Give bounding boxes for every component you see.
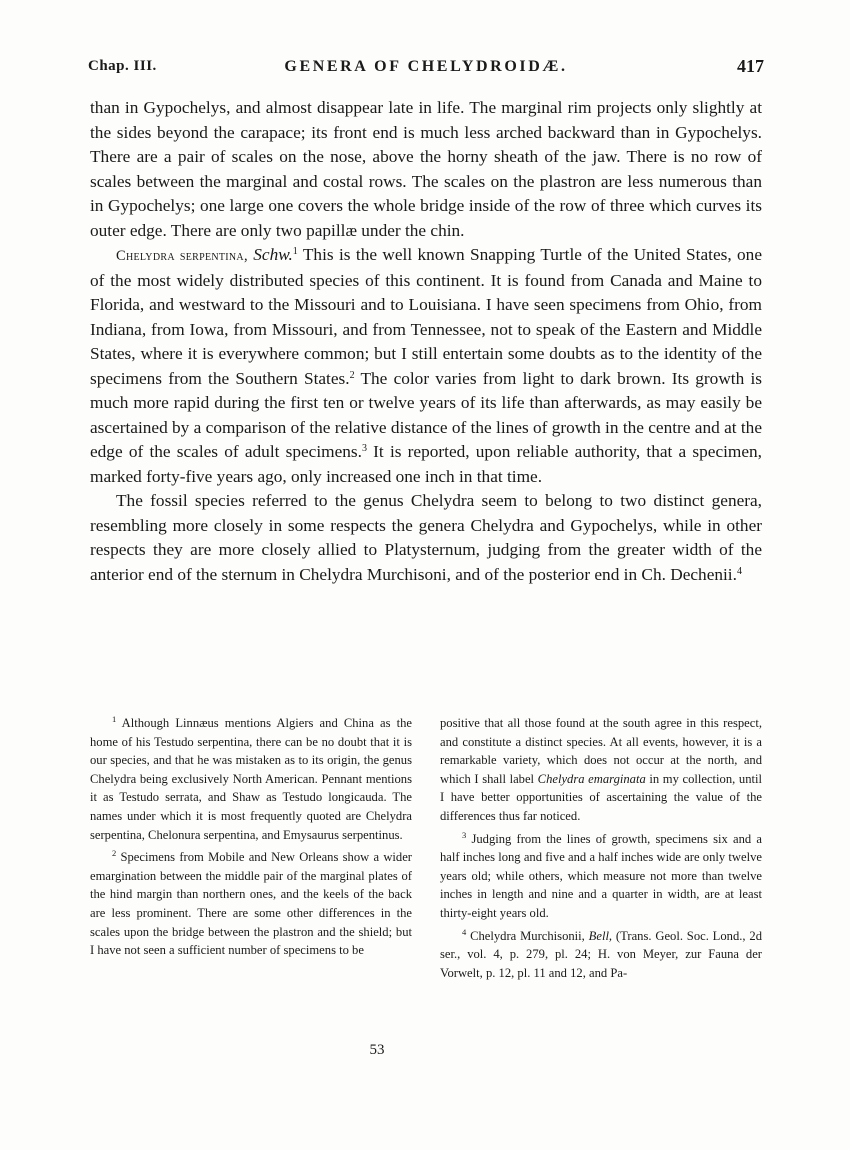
footnote-4 — [440, 927, 762, 983]
footnote-3 — [440, 830, 762, 923]
running-header — [88, 58, 764, 80]
footnote-4-text-a: Chelydra Murchisonii, — [466, 928, 589, 943]
footnote-3-mark: 3 — [462, 829, 467, 840]
footnotes-right-column — [440, 714, 762, 986]
footnote-3-text: Judging from the lines of growth, specimens six and a half inches long and five and a half inches wide are only twelve years old; while others, which measure not more than twelve inches in length and nine and a quarter in width, are at least thirty-eight years old. — [440, 831, 762, 920]
footnote-2-cont-italic: Chelydra emarginata — [537, 771, 646, 786]
footnote-1-mark: 1 — [112, 714, 117, 724]
footnote-2-cont-text-a: positive that all those found at the south agree in this respect, and constitute a distinct species. At all events, however, it is a remarkable variety, which does not occur at the north, and which I shall label — [440, 716, 762, 786]
paragraph-2-text-b: The color varies from light to dark brown. Its growth is much more rapid during the first ten or twelve years of its life than afterwards, as may easily be ascertained by a comparison of the relative distance of the lines of growth in the centre and at the edge of the scales of adult specimens. — [90, 368, 762, 461]
paragraph-2 — [90, 243, 762, 489]
page-number: 417 — [737, 56, 764, 76]
footnote-2-text: Specimens from Mobile and New Orleans show a wider emargination between the middle pair of the marginal plates of the hind margin than northern ones, and the keels of the back are less prominent. There are some other differences in the scales upon the bridge between the plastron and the shield; but I have not seen a sufficient number of specimens to be — [90, 850, 412, 958]
footnote-ref-4: 4 — [736, 565, 742, 577]
footnote-1-text: Although Linnæus mentions Algiers and China as the home of his Testudo serpentina, there can be no doubt that it is our species, and that he was mistaken as to its origin, the genus Chelydra being exclusively North American. Pennant mentions it as Testudo serrata, and Shaw as Testudo longicauda. The names under which it is most frequently quoted are Chelydra serpentina, Chelonura serpentina, and Emysaurus serpentinus. — [90, 716, 412, 842]
paragraph-3 — [90, 489, 762, 587]
chapter-label: Chap. III. — [88, 58, 157, 74]
footnote-ref-1: 1 — [292, 246, 298, 257]
footnote-4-text-b: (Trans. Geol. Soc. Lond., 2d ser., vol. 4, p. 279, pl. 24; H. von Meyer, zur Fauna der Vorwelt, p. 12, pl. 11 and 12, and Pa- — [440, 928, 762, 980]
footnote-ref-3: 3 — [361, 443, 367, 454]
footnote-ref-2: 2 — [349, 369, 355, 381]
footnote-4-mark: 4 — [462, 926, 467, 937]
paragraph-1: than in Gypochelys, and almost disappear late in life. The marginal rim projects only slightly at the sides beyond the carapace; its front end is much less arched backward than in Gypochelys. There are a pair of scales on the nose, above the horny sheath of the jaw. There is no row of scales between the marginal and costal rows. The scales on the plastron are less numerous than in Gypochelys; one large one covers the whole bridge inside of the row of three which curves its outer edge. There are only two papillæ under the chin. — [90, 98, 762, 240]
footnote-2-continued — [440, 714, 762, 826]
species-author: Schw. — [253, 245, 293, 264]
footnote-4-italic: Bell, — [588, 928, 613, 943]
footnote-2 — [90, 848, 412, 960]
footnote-2-mark: 2 — [112, 848, 117, 859]
paragraph-3-text: The fossil species referred to the genus Chelydra seem to belong to two distinct genera, resembling more closely in some respects the genera Chelydra and Gypochelys, while in other respects they are more closely allied to Platysternum, judging from the greater width of the anterior end of the sternum in Chelydra Murchisoni, and of the posterior end in Ch. Dechenii. — [90, 491, 762, 584]
species-name: Chelydra serpentina, — [116, 248, 248, 264]
footnote-2-cont-text-b: in my collection, until I have better opportunities of ascertaining the value of the differences thus far noticed. — [440, 771, 762, 823]
paragraph-2-text-c: It is reported, upon reliable authority, that a specimen, marked forty-five years ago, only increased one inch in that time. — [90, 442, 762, 486]
footnote-1 — [90, 714, 412, 844]
footnotes-left-column — [90, 714, 412, 964]
main-text — [90, 96, 762, 587]
running-title: GENERA OF CHELYDROIDÆ. — [284, 58, 568, 75]
paragraph-2-text-a: This is the well known Snapping Turtle of the United States, one of the most widely distributed species of this continent. It is found from Canada and Maine to Florida, and westward to the Missouri and to Louisiana. I have seen specimens from Ohio, from Indiana, from Iowa, from Missouri, and from Tennessee, not to speak of the Eastern and Middle States, where it is everywhere common; but I still entertain some doubts as to the identity of the specimens from the Southern States. — [90, 245, 762, 388]
signature-mark: 53 — [369, 1042, 385, 1058]
